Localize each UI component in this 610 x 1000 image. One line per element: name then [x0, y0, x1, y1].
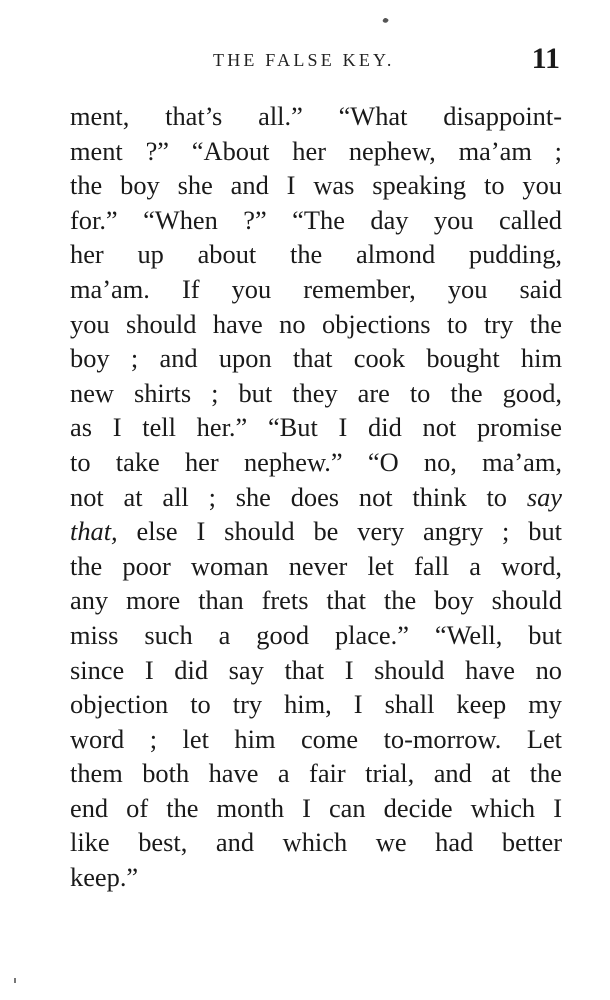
text-line [70, 237, 562, 272]
text-line [70, 825, 562, 860]
italic-text: say [526, 481, 562, 512]
text-segment: end of the month I can decide which I [70, 792, 562, 823]
text-line [70, 618, 562, 653]
text-line [70, 722, 562, 757]
text-segment: ment ?” “About her nephew, ma’am ; [70, 135, 562, 166]
ink-speck [382, 17, 389, 24]
text-line [70, 376, 562, 411]
text-segment: new shirts ; but they are to the good, [70, 377, 562, 408]
text-segment: to take her nephew.” “O no, ma’am, [70, 446, 562, 477]
text-line [70, 99, 562, 134]
text-segment: her up about the almond pudding, [70, 239, 562, 270]
text-segment: the boy she and I was speaking to you [70, 170, 562, 201]
text-segment: any more than frets that the boy should [70, 585, 562, 616]
text-line [70, 583, 562, 618]
page-header [70, 42, 562, 76]
text-line [70, 653, 562, 688]
text-line [70, 134, 562, 169]
body-text [70, 99, 562, 895]
text-line [70, 860, 562, 895]
text-line [70, 410, 562, 445]
text-segment: else I should be very angry ; but [117, 516, 562, 547]
text-line [70, 514, 562, 549]
text-line [70, 168, 562, 203]
text-segment: ment, that’s all.” “What disappoint- [70, 101, 562, 131]
text-segment: miss such a good place.” “Well, but [70, 619, 562, 650]
ink-speck [14, 978, 16, 983]
text-segment: for.” “When ?” “The day you called [70, 204, 562, 235]
text-segment: objection to try him, I shall keep my [70, 689, 562, 720]
text-line [70, 756, 562, 791]
text-segment: keep.” [70, 862, 139, 893]
text-segment: like best, and which we had better [70, 827, 562, 858]
text-line [70, 307, 562, 342]
text-line [70, 341, 562, 376]
text-segment: boy ; and upon that cook bought him [70, 343, 562, 374]
page-number: 11 [531, 42, 560, 75]
text-segment: the poor woman never let fall a word, [70, 550, 562, 581]
text-segment: as I tell her.” “But I did not promise [70, 412, 562, 443]
text-segment: you should have no objections to try the [70, 308, 562, 339]
text-segment: since I did say that I should have no [70, 654, 562, 685]
text-line [70, 480, 562, 515]
text-segment: not at all ; she does not think to [70, 481, 527, 512]
text-segment: them both have a fair trial, and at the [70, 758, 562, 789]
text-line [70, 549, 562, 584]
running-title: THE FALSE KEY. [213, 50, 395, 70]
text-line [70, 445, 562, 480]
text-line [70, 791, 562, 826]
text-line [70, 272, 562, 307]
text-segment: ma’am. If you remember, you said [70, 273, 562, 304]
italic-text: that, [70, 516, 118, 547]
text-segment: word ; let him come to-morrow. Let [70, 723, 562, 754]
text-line [70, 687, 562, 722]
text-line [70, 203, 562, 238]
